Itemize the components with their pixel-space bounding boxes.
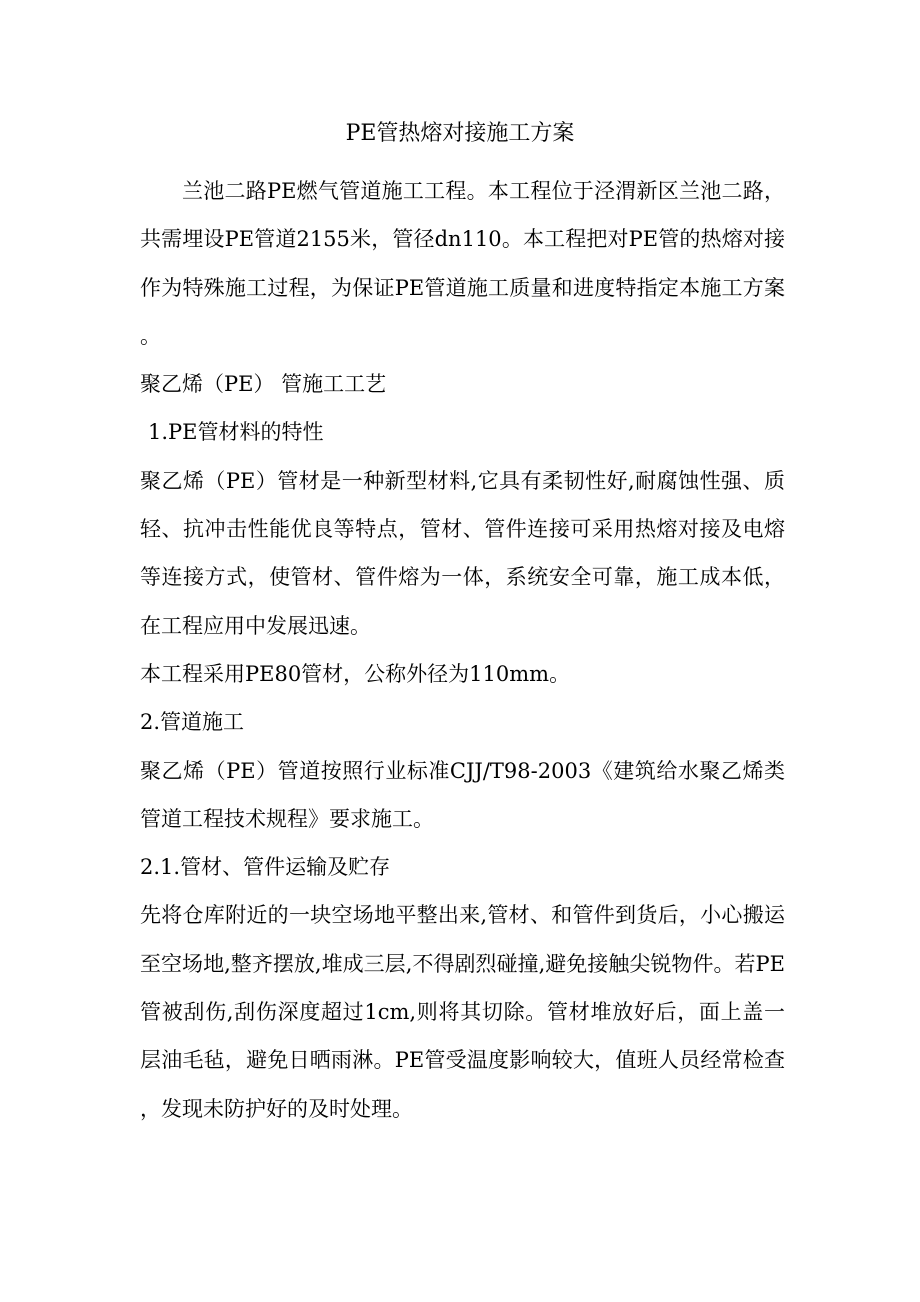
subheading-material-properties: 1.PE管材料的特性 xyxy=(148,420,324,445)
section-heading-pe-process: 聚乙烯（PE） 管施工工艺 xyxy=(140,372,387,397)
subheading-transport-storage: 2.1.管材、管件运输及贮存 xyxy=(140,855,391,880)
document-title: PE管热熔对接施工方案 xyxy=(345,121,575,146)
standard-paragraph: 聚乙烯（PE）管道按照行业标准CJJ/T98-2003《建筑给水聚乙烯类管道工程技术规程》要求施工。 xyxy=(140,758,785,831)
material-properties-paragraph: 聚乙烯（PE）管材是一种新型材料,它具有柔韧性好,耐腐蚀性强、质轻、抗冲击性能优良等特点，管材、管件连接可采用热熔对接及电熔等连接方式，使管材、管件熔为一体，系统安全可靠，施工成本低，在工程应用中发展迅速。 xyxy=(140,468,785,638)
intro-paragraph: 兰池二路PE燃气管道施工工程。本工程位于泾渭新区兰池二路，共需埋设PE管道2155米，管径dn110。本工程把对PE管的热熔对接作为特殊施工过程，为保证PE管道施工质量和进度特指定本施工方案。 xyxy=(140,179,785,348)
transport-storage-paragraph: 先将仓库附近的一块空场地平整出来,管材、和管件到货后，小心搬运至空场地,整齐摆放,堆成三层,不得剧烈碰撞,避免接触尖锐物件。若PE管被刮伤,刮伤深度超过1cm,则将其切除。管材堆放好后，面上盖一层油毛毡，避免日晒雨淋。PE管受温度影响较大，值班人员经常检查，发现未防护好的及时处理。 xyxy=(140,903,785,1121)
subheading-pipe-construction: 2.管道施工 xyxy=(140,710,245,735)
document-body xyxy=(140,167,785,1133)
pipe-spec-paragraph: 本工程采用PE80管材，公称外径为110mm。 xyxy=(140,661,571,686)
